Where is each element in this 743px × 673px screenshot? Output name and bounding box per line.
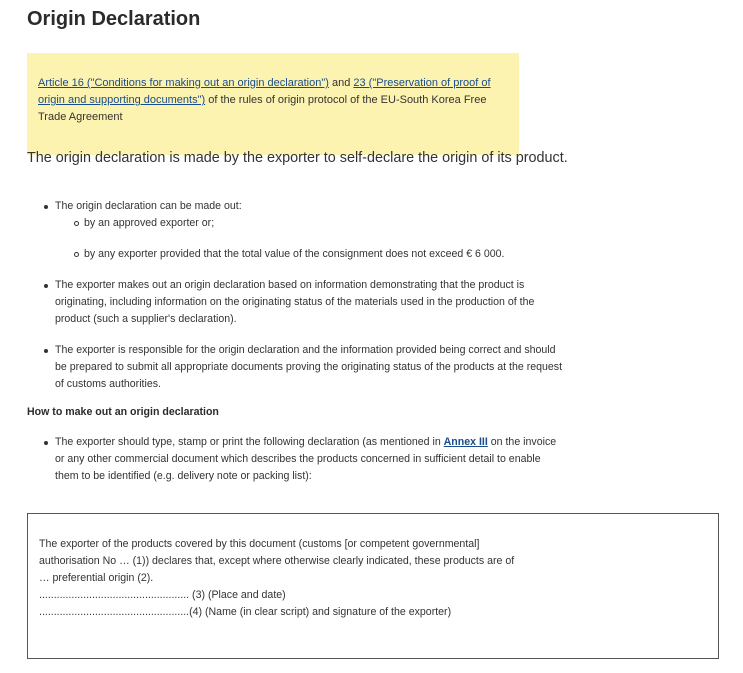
place-date-label: (3) (Place and date) [189, 589, 286, 601]
article-23-link[interactable]: 23 ("Preservation of proof of origin and supporting documents") [38, 77, 491, 106]
note-rest: of the rules of origin protocol of the EU-South Korea Free Trade Agreement [38, 94, 487, 123]
list-item [27, 198, 567, 263]
legal-reference-note [27, 53, 519, 155]
lead-paragraph: The origin declaration is made by the exporter to self-declare the origin of its product. [27, 150, 568, 166]
origin-declaration-list [27, 198, 567, 407]
declaration-text: The exporter of the products covered by this document (customs [or competent governmental] authorisation No … (1)) declares that, except where otherwise clearly indicated, these products are of [39, 538, 515, 567]
article-16-link[interactable]: Article 16 ("Conditions for making out an origin declaration") [38, 77, 329, 89]
page-title: Origin Declaration [27, 8, 201, 30]
how-text-after: on the invoice or any other commercial document which describes the products concerned in sufficient detail to enable them to be identified (e.g. delivery note or packing list): [55, 436, 557, 482]
list-item: The exporter makes out an origin declaration based on information demonstrating that the product is originating, including information on the originating status of the materials used in the production of the product (such a supplier's declaration). [27, 277, 567, 328]
declaration-box [27, 513, 719, 659]
dotted-line: ................................................... [39, 589, 190, 601]
signature-label: (4) (Name (in clear script) and signature of the exporter) [189, 606, 452, 618]
sub-list-item: by any exporter provided that the total value of the consignment does not exceed € 6 000. [55, 246, 567, 263]
dotted-line: ................................................... [39, 606, 190, 618]
section-heading: How to make out an origin declaration [27, 406, 219, 418]
made-out-text: The origin declaration can be made out: [55, 200, 242, 212]
annex-iii-link[interactable]: Annex III [443, 436, 488, 448]
list-item [27, 434, 567, 485]
sub-list-item: by an approved exporter or; [55, 215, 567, 232]
note-and: and [328, 77, 354, 89]
declaration-line-place-date [39, 587, 539, 604]
sub-list [55, 215, 567, 263]
how-to-list [27, 434, 567, 485]
list-item: The exporter is responsible for the origin declaration and the information provided being correct and should be prepared to submit all appropriate documents proving the originating status of the products at the request of customs authorities. [27, 342, 567, 393]
how-text-before: The exporter should type, stamp or print the following declaration (as mentioned in [55, 436, 444, 448]
declaration-line-signature [39, 604, 539, 621]
declaration-line-origin: … preferential origin (2). [39, 572, 154, 584]
